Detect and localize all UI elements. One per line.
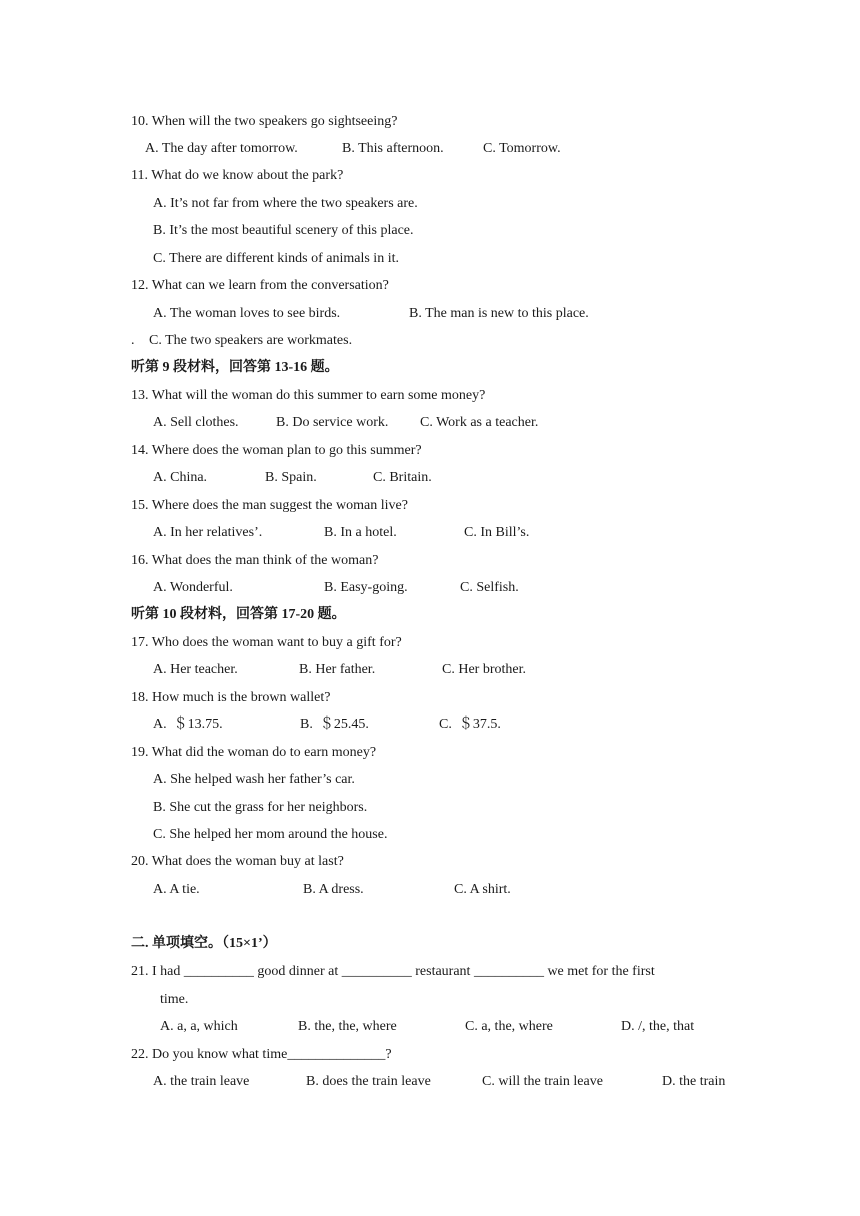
question-19-option-c: C. She helped her mom around the house. [153, 827, 388, 842]
question-20-option-a: A. A tie. [153, 882, 200, 897]
question-10-stem: 10. When will the two speakers go sightseeing? [131, 114, 398, 129]
question-18-option-b: B. ＄25.45. [300, 717, 369, 732]
question-20-stem: 20. What does the woman buy at last? [131, 854, 344, 869]
question-18-option-a: A. ＄13.75. [153, 717, 223, 732]
question-15-option-c: C. In Bill’s. [464, 525, 530, 540]
question-21-option-a: A. a, a, which [160, 1019, 238, 1034]
question-22-option-b: B. does the train leave [306, 1074, 431, 1089]
question-21-stem-continued: time. [160, 992, 189, 1007]
question-19-option-b: B. She cut the grass for her neighbors. [153, 800, 368, 815]
question-22-option-d: D. the train [662, 1074, 726, 1089]
question-14-option-a: A. China. [153, 470, 208, 485]
question-17-option-c: C. Her brother. [442, 662, 526, 677]
question-12-option-c: C. The two speakers are workmates. [149, 333, 353, 348]
question-15-option-b: B. In a hotel. [324, 525, 397, 540]
question-14-option-c: C. Britain. [373, 470, 432, 485]
question-13-option-b: B. Do service work. [276, 415, 389, 430]
question-15-stem: 15. Where does the man suggest the woman live? [131, 498, 408, 513]
part-2-heading: 二. 单项填空。（15×1’） [131, 936, 277, 951]
section-9-heading: 听第 9 段材料，回答第 13-16 题。 [131, 360, 339, 375]
question-17-option-b: B. Her father. [299, 662, 376, 677]
question-10-option-c: C. Tomorrow. [483, 141, 561, 156]
question-16-option-c: C. Selfish. [460, 580, 519, 595]
question-14-stem: 14. Where does the woman plan to go this summer? [131, 443, 422, 458]
question-14-option-b: B. Spain. [265, 470, 317, 485]
question-10-option-b: B. This afternoon. [342, 141, 444, 156]
question-10-option-a: A. The day after tomorrow. [145, 141, 298, 156]
question-12-option-b: B. The man is new to this place. [409, 306, 589, 321]
question-12-option-a: A. The woman loves to see birds. [153, 306, 341, 321]
question-22-option-a: A. the train leave [153, 1074, 250, 1089]
question-11-option-a: A. It’s not far from where the two speakers are. [153, 196, 418, 211]
stray-dot: . [131, 333, 135, 348]
question-21-stem: 21. I had __________ good dinner at __________ restaurant __________ we met for the first [131, 964, 655, 979]
question-13-stem: 13. What will the woman do this summer to earn some money? [131, 388, 486, 403]
question-21-option-c: C. a, the, where [465, 1019, 553, 1034]
question-13-option-c: C. Work as a teacher. [420, 415, 539, 430]
question-16-option-b: B. Easy-going. [324, 580, 408, 595]
question-16-option-a: A. Wonderful. [153, 580, 233, 595]
question-16-stem: 16. What does the man think of the woman? [131, 553, 379, 568]
question-18-option-c: C. ＄37.5. [439, 717, 501, 732]
section-10-heading: 听第 10 段材料，回答第 17-20 题。 [131, 607, 346, 622]
question-22-stem: 22. Do you know what time______________? [131, 1047, 392, 1062]
question-18-stem: 18. How much is the brown wallet? [131, 690, 331, 705]
question-19-option-a: A. She helped wash her father’s car. [153, 772, 355, 787]
question-11-option-b: B. It’s the most beautiful scenery of this place. [153, 223, 414, 238]
question-13-option-a: A. Sell clothes. [153, 415, 239, 430]
question-17-stem: 17. Who does the woman want to buy a gift for? [131, 635, 402, 650]
question-20-option-c: C. A shirt. [454, 882, 511, 897]
question-22-option-c: C. will the train leave [482, 1074, 603, 1089]
question-19-stem: 19. What did the woman do to earn money? [131, 745, 377, 760]
question-11-stem: 11. What do we know about the park? [131, 168, 344, 183]
question-17-option-a: A. Her teacher. [153, 662, 238, 677]
question-20-option-b: B. A dress. [303, 882, 364, 897]
question-11-option-c: C. There are different kinds of animals in it. [153, 251, 399, 266]
question-12-stem: 12. What can we learn from the conversation? [131, 278, 389, 293]
question-15-option-a: A. In her relatives’. [153, 525, 263, 540]
question-21-option-d: D. /, the, that [621, 1019, 695, 1034]
question-21-option-b: B. the, the, where [298, 1019, 397, 1034]
